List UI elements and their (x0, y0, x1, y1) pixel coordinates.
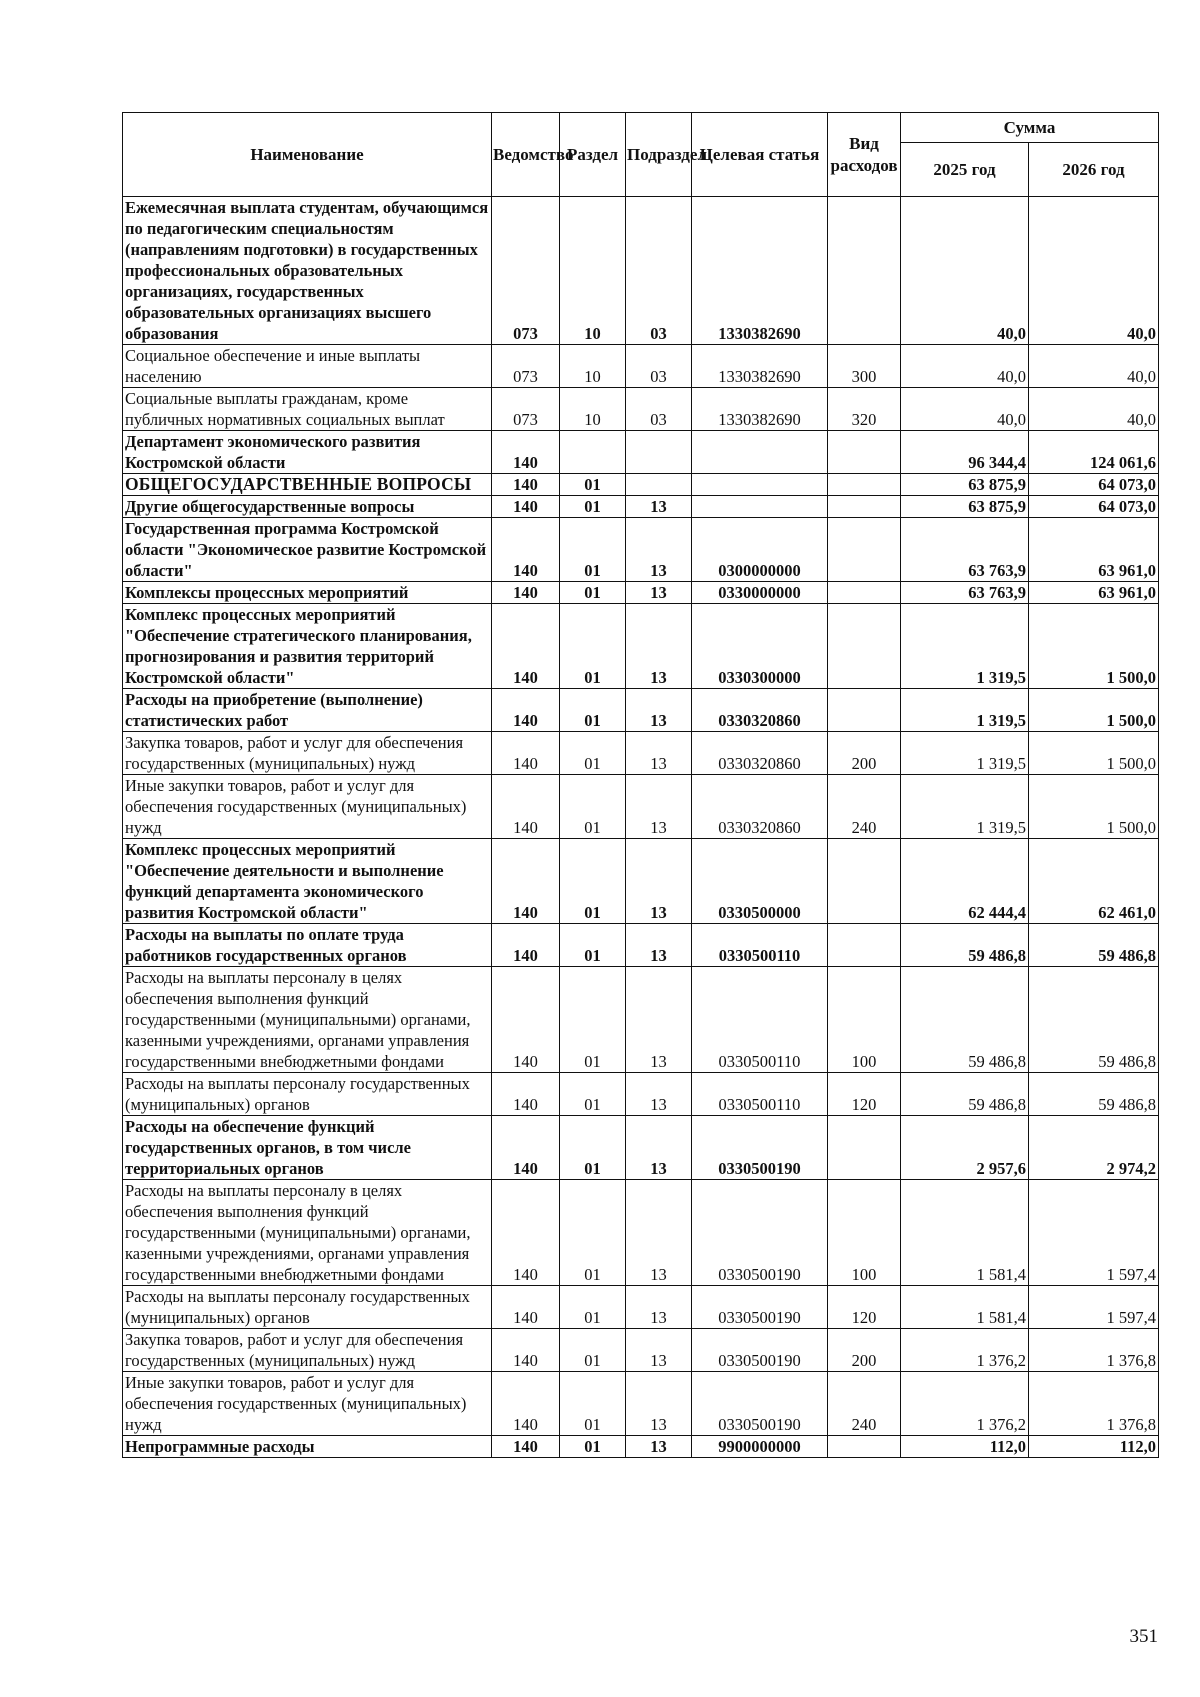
row-podrazdel-cell: 03 (626, 197, 692, 345)
row-podrazdel-cell: 13 (626, 1286, 692, 1329)
row-name-cell: Социальные выплаты гражданам, кроме публичных нормативных социальных выплат (123, 388, 492, 431)
row-celevaya-cell: 0330500110 (692, 1073, 828, 1116)
row-vid-cell: 200 (828, 1329, 901, 1372)
row-razdel-cell: 01 (560, 1116, 626, 1180)
table-row (123, 1436, 1159, 1458)
row-celevaya-cell: 0330500190 (692, 1286, 828, 1329)
row-razdel-cell (560, 431, 626, 474)
row-sum-2026-cell: 40,0 (1029, 345, 1159, 388)
table-row (123, 924, 1159, 967)
row-razdel-cell: 01 (560, 518, 626, 582)
table-row (123, 967, 1159, 1073)
row-podrazdel-cell: 13 (626, 732, 692, 775)
header-year-2025: 2025 год (901, 143, 1029, 197)
row-celevaya-cell: 1330382690 (692, 388, 828, 431)
table-row (123, 775, 1159, 839)
row-razdel-cell: 01 (560, 496, 626, 518)
row-sum-2026-cell: 62 461,0 (1029, 839, 1159, 924)
row-vid-cell (828, 689, 901, 732)
row-vid-cell (828, 604, 901, 689)
header-podrazdel: Подраздел (626, 113, 692, 197)
row-name-cell: Комплексы процессных мероприятий (123, 582, 492, 604)
row-podrazdel-cell: 13 (626, 496, 692, 518)
row-name-cell: Иные закупки товаров, работ и услуг для обеспечения государственных (муниципальных) нужд (123, 775, 492, 839)
row-vid-cell (828, 197, 901, 345)
row-sum-2026-cell: 112,0 (1029, 1436, 1159, 1458)
table-row (123, 689, 1159, 732)
row-name-cell: ОБЩЕГОСУДАРСТВЕННЫЕ ВОПРОСЫ (123, 474, 492, 496)
row-vedomstvo-cell: 140 (492, 496, 560, 518)
row-sum-2026-cell: 1 500,0 (1029, 689, 1159, 732)
row-razdel-cell: 01 (560, 582, 626, 604)
row-vedomstvo-cell: 140 (492, 518, 560, 582)
row-sum-2025-cell: 59 486,8 (901, 967, 1029, 1073)
row-razdel-cell: 01 (560, 1329, 626, 1372)
row-sum-2025-cell: 40,0 (901, 345, 1029, 388)
row-razdel-cell: 01 (560, 1180, 626, 1286)
row-vid-cell (828, 924, 901, 967)
row-celevaya-cell: 0330500000 (692, 839, 828, 924)
table-row (123, 388, 1159, 431)
row-sum-2025-cell: 1 376,2 (901, 1372, 1029, 1436)
row-celevaya-cell: 0330500190 (692, 1180, 828, 1286)
row-podrazdel-cell (626, 474, 692, 496)
table-row (123, 197, 1159, 345)
row-sum-2026-cell: 59 486,8 (1029, 967, 1159, 1073)
row-sum-2026-cell: 2 974,2 (1029, 1116, 1159, 1180)
row-sum-2026-cell: 124 061,6 (1029, 431, 1159, 474)
row-sum-2025-cell: 1 319,5 (901, 775, 1029, 839)
row-vedomstvo-cell: 140 (492, 582, 560, 604)
row-vid-cell (828, 1116, 901, 1180)
row-vid-cell: 240 (828, 1372, 901, 1436)
row-vedomstvo-cell: 140 (492, 1436, 560, 1458)
table-row (123, 1073, 1159, 1116)
row-podrazdel-cell: 13 (626, 1073, 692, 1116)
row-celevaya-cell: 0330500110 (692, 924, 828, 967)
row-sum-2025-cell: 63 763,9 (901, 518, 1029, 582)
row-razdel-cell: 01 (560, 604, 626, 689)
row-razdel-cell: 01 (560, 1372, 626, 1436)
row-vedomstvo-cell: 140 (492, 732, 560, 775)
row-celevaya-cell: 0330500190 (692, 1372, 828, 1436)
row-vedomstvo-cell: 140 (492, 1372, 560, 1436)
row-name-cell: Иные закупки товаров, работ и услуг для обеспечения государственных (муниципальных) нужд (123, 1372, 492, 1436)
budget-table (122, 112, 1159, 1458)
row-sum-2026-cell: 1 376,8 (1029, 1329, 1159, 1372)
row-vedomstvo-cell: 140 (492, 1180, 560, 1286)
row-razdel-cell: 10 (560, 345, 626, 388)
row-sum-2025-cell: 1 376,2 (901, 1329, 1029, 1372)
row-vedomstvo-cell: 073 (492, 388, 560, 431)
table-row (123, 345, 1159, 388)
row-name-cell: Расходы на выплаты персоналу в целях обеспечения выполнения функций государственными (муниципальными) органами, казенными учреждениями, органами управления государственными внебюджетными фондами (123, 967, 492, 1073)
row-sum-2025-cell: 112,0 (901, 1436, 1029, 1458)
row-name-cell: Расходы на обеспечение функций государственных органов, в том числе территориальных органов (123, 1116, 492, 1180)
row-vid-cell: 240 (828, 775, 901, 839)
row-vid-cell (828, 582, 901, 604)
header-vedomstvo: Ведомство (492, 113, 560, 197)
row-podrazdel-cell: 13 (626, 689, 692, 732)
row-celevaya-cell: 0330000000 (692, 582, 828, 604)
table-row (123, 1372, 1159, 1436)
row-vid-cell: 100 (828, 1180, 901, 1286)
row-sum-2026-cell: 1 500,0 (1029, 732, 1159, 775)
row-vid-cell: 100 (828, 967, 901, 1073)
row-razdel-cell: 01 (560, 689, 626, 732)
row-vid-cell: 300 (828, 345, 901, 388)
row-podrazdel-cell: 13 (626, 518, 692, 582)
row-name-cell: Непрограммные расходы (123, 1436, 492, 1458)
row-name-cell: Закупка товаров, работ и услуг для обеспечения государственных (муниципальных) нужд (123, 1329, 492, 1372)
row-name-cell: Департамент экономического развития Костромской области (123, 431, 492, 474)
row-vedomstvo-cell: 140 (492, 1286, 560, 1329)
row-sum-2025-cell: 59 486,8 (901, 1073, 1029, 1116)
row-sum-2026-cell: 64 073,0 (1029, 474, 1159, 496)
row-sum-2026-cell: 1 500,0 (1029, 775, 1159, 839)
row-podrazdel-cell: 13 (626, 1116, 692, 1180)
row-celevaya-cell: 1330382690 (692, 197, 828, 345)
row-celevaya-cell: 0330320860 (692, 732, 828, 775)
row-name-cell: Расходы на выплаты по оплате труда работников государственных органов (123, 924, 492, 967)
row-vedomstvo-cell: 140 (492, 1116, 560, 1180)
row-sum-2025-cell: 2 957,6 (901, 1116, 1029, 1180)
row-podrazdel-cell: 13 (626, 604, 692, 689)
row-podrazdel-cell: 03 (626, 345, 692, 388)
row-celevaya-cell: 0330320860 (692, 775, 828, 839)
row-vedomstvo-cell: 140 (492, 604, 560, 689)
row-sum-2025-cell: 1 581,4 (901, 1286, 1029, 1329)
row-vedomstvo-cell: 140 (492, 839, 560, 924)
row-name-cell: Комплекс процессных мероприятий "Обеспечение деятельности и выполнение функций департамента экономического развития Костромской области" (123, 839, 492, 924)
row-sum-2026-cell: 1 597,4 (1029, 1180, 1159, 1286)
row-celevaya-cell: 0330320860 (692, 689, 828, 732)
row-celevaya-cell: 0330500110 (692, 967, 828, 1073)
row-vid-cell (828, 474, 901, 496)
row-vid-cell (828, 431, 901, 474)
header-name: Наименование (123, 113, 492, 197)
row-sum-2025-cell: 62 444,4 (901, 839, 1029, 924)
row-podrazdel-cell: 13 (626, 775, 692, 839)
row-celevaya-cell: 1330382690 (692, 345, 828, 388)
row-razdel-cell: 01 (560, 1073, 626, 1116)
row-podrazdel-cell: 13 (626, 839, 692, 924)
row-sum-2025-cell: 1 581,4 (901, 1180, 1029, 1286)
row-sum-2026-cell: 1 376,8 (1029, 1372, 1159, 1436)
row-sum-2025-cell: 40,0 (901, 388, 1029, 431)
row-vedomstvo-cell: 140 (492, 967, 560, 1073)
row-razdel-cell: 01 (560, 732, 626, 775)
row-sum-2025-cell: 63 875,9 (901, 496, 1029, 518)
row-sum-2025-cell: 96 344,4 (901, 431, 1029, 474)
table-row (123, 431, 1159, 474)
row-vedomstvo-cell: 073 (492, 345, 560, 388)
row-vedomstvo-cell: 140 (492, 775, 560, 839)
row-vid-cell (828, 496, 901, 518)
row-sum-2026-cell: 40,0 (1029, 388, 1159, 431)
row-sum-2025-cell: 40,0 (901, 197, 1029, 345)
row-celevaya-cell: 0330500190 (692, 1116, 828, 1180)
row-name-cell: Социальное обеспечение и иные выплаты населению (123, 345, 492, 388)
row-sum-2026-cell: 63 961,0 (1029, 582, 1159, 604)
row-celevaya-cell (692, 474, 828, 496)
row-sum-2025-cell: 1 319,5 (901, 604, 1029, 689)
row-celevaya-cell: 0330300000 (692, 604, 828, 689)
row-sum-2026-cell: 59 486,8 (1029, 1073, 1159, 1116)
row-celevaya-cell: 9900000000 (692, 1436, 828, 1458)
row-razdel-cell: 01 (560, 474, 626, 496)
row-podrazdel-cell: 03 (626, 388, 692, 431)
table-row (123, 1286, 1159, 1329)
row-name-cell: Ежемесячная выплата студентам, обучающимся по педагогическим специальностям (направлениям подготовки) в государственных профессиональных образовательных организациях, государственных образовательных организациях высшего образования (123, 197, 492, 345)
row-sum-2026-cell: 1 500,0 (1029, 604, 1159, 689)
row-sum-2026-cell: 1 597,4 (1029, 1286, 1159, 1329)
row-razdel-cell: 10 (560, 197, 626, 345)
row-vedomstvo-cell: 073 (492, 197, 560, 345)
row-sum-2026-cell: 40,0 (1029, 197, 1159, 345)
row-celevaya-cell (692, 431, 828, 474)
row-name-cell: Комплекс процессных мероприятий "Обеспечение стратегического планирования, прогнозирования и развития территорий Костромской области" (123, 604, 492, 689)
table-row (123, 1116, 1159, 1180)
row-name-cell: Расходы на выплаты персоналу в целях обеспечения выполнения функций государственными (муниципальными) органами, казенными учреждениями, органами управления государственными внебюджетными фондами (123, 1180, 492, 1286)
row-podrazdel-cell: 13 (626, 924, 692, 967)
row-podrazdel-cell: 13 (626, 1180, 692, 1286)
table-header (123, 113, 1159, 197)
row-name-cell: Государственная программа Костромской области "Экономическое развитие Костромской области" (123, 518, 492, 582)
row-sum-2025-cell: 59 486,8 (901, 924, 1029, 967)
table-row (123, 1329, 1159, 1372)
row-vid-cell: 120 (828, 1073, 901, 1116)
row-name-cell: Расходы на выплаты персоналу государственных (муниципальных) органов (123, 1286, 492, 1329)
row-name-cell: Закупка товаров, работ и услуг для обеспечения государственных (муниципальных) нужд (123, 732, 492, 775)
row-vid-cell: 200 (828, 732, 901, 775)
table-row (123, 474, 1159, 496)
row-vedomstvo-cell: 140 (492, 689, 560, 732)
row-sum-2025-cell: 63 875,9 (901, 474, 1029, 496)
row-celevaya-cell (692, 496, 828, 518)
row-name-cell: Другие общегосударственные вопросы (123, 496, 492, 518)
row-podrazdel-cell: 13 (626, 967, 692, 1073)
row-sum-2026-cell: 64 073,0 (1029, 496, 1159, 518)
table-row (123, 496, 1159, 518)
header-celevaya-statya: Целевая статья (692, 113, 828, 197)
header-summa: Сумма (901, 113, 1159, 143)
table-row (123, 732, 1159, 775)
row-podrazdel-cell (626, 431, 692, 474)
page-number: 351 (1129, 1626, 1158, 1647)
row-name-cell: Расходы на приобретение (выполнение) статистических работ (123, 689, 492, 732)
row-sum-2025-cell: 1 319,5 (901, 732, 1029, 775)
row-razdel-cell: 01 (560, 1286, 626, 1329)
row-podrazdel-cell: 13 (626, 1436, 692, 1458)
header-year-2026: 2026 год (1029, 143, 1159, 197)
row-razdel-cell: 01 (560, 839, 626, 924)
row-razdel-cell: 01 (560, 924, 626, 967)
row-celevaya-cell: 0300000000 (692, 518, 828, 582)
table-body (123, 197, 1159, 1458)
row-vedomstvo-cell: 140 (492, 924, 560, 967)
table-row (123, 518, 1159, 582)
row-vid-cell (828, 1436, 901, 1458)
row-sum-2025-cell: 63 763,9 (901, 582, 1029, 604)
row-vid-cell: 120 (828, 1286, 901, 1329)
row-vedomstvo-cell: 140 (492, 1073, 560, 1116)
row-vid-cell: 320 (828, 388, 901, 431)
table-row (123, 604, 1159, 689)
row-razdel-cell: 10 (560, 388, 626, 431)
row-razdel-cell: 01 (560, 775, 626, 839)
row-podrazdel-cell: 13 (626, 1372, 692, 1436)
table-row (123, 839, 1159, 924)
header-razdel: Раздел (560, 113, 626, 197)
table-row (123, 1180, 1159, 1286)
row-sum-2025-cell: 1 319,5 (901, 689, 1029, 732)
row-name-cell: Расходы на выплаты персоналу государственных (муниципальных) органов (123, 1073, 492, 1116)
row-sum-2026-cell: 63 961,0 (1029, 518, 1159, 582)
row-sum-2026-cell: 59 486,8 (1029, 924, 1159, 967)
row-vedomstvo-cell: 140 (492, 1329, 560, 1372)
table-row (123, 582, 1159, 604)
row-celevaya-cell: 0330500190 (692, 1329, 828, 1372)
row-vedomstvo-cell: 140 (492, 431, 560, 474)
row-razdel-cell: 01 (560, 1436, 626, 1458)
row-vid-cell (828, 518, 901, 582)
header-vid-rashodov: Вид расходов (828, 113, 901, 197)
row-vedomstvo-cell: 140 (492, 474, 560, 496)
row-razdel-cell: 01 (560, 967, 626, 1073)
row-podrazdel-cell: 13 (626, 582, 692, 604)
row-vid-cell (828, 839, 901, 924)
row-podrazdel-cell: 13 (626, 1329, 692, 1372)
